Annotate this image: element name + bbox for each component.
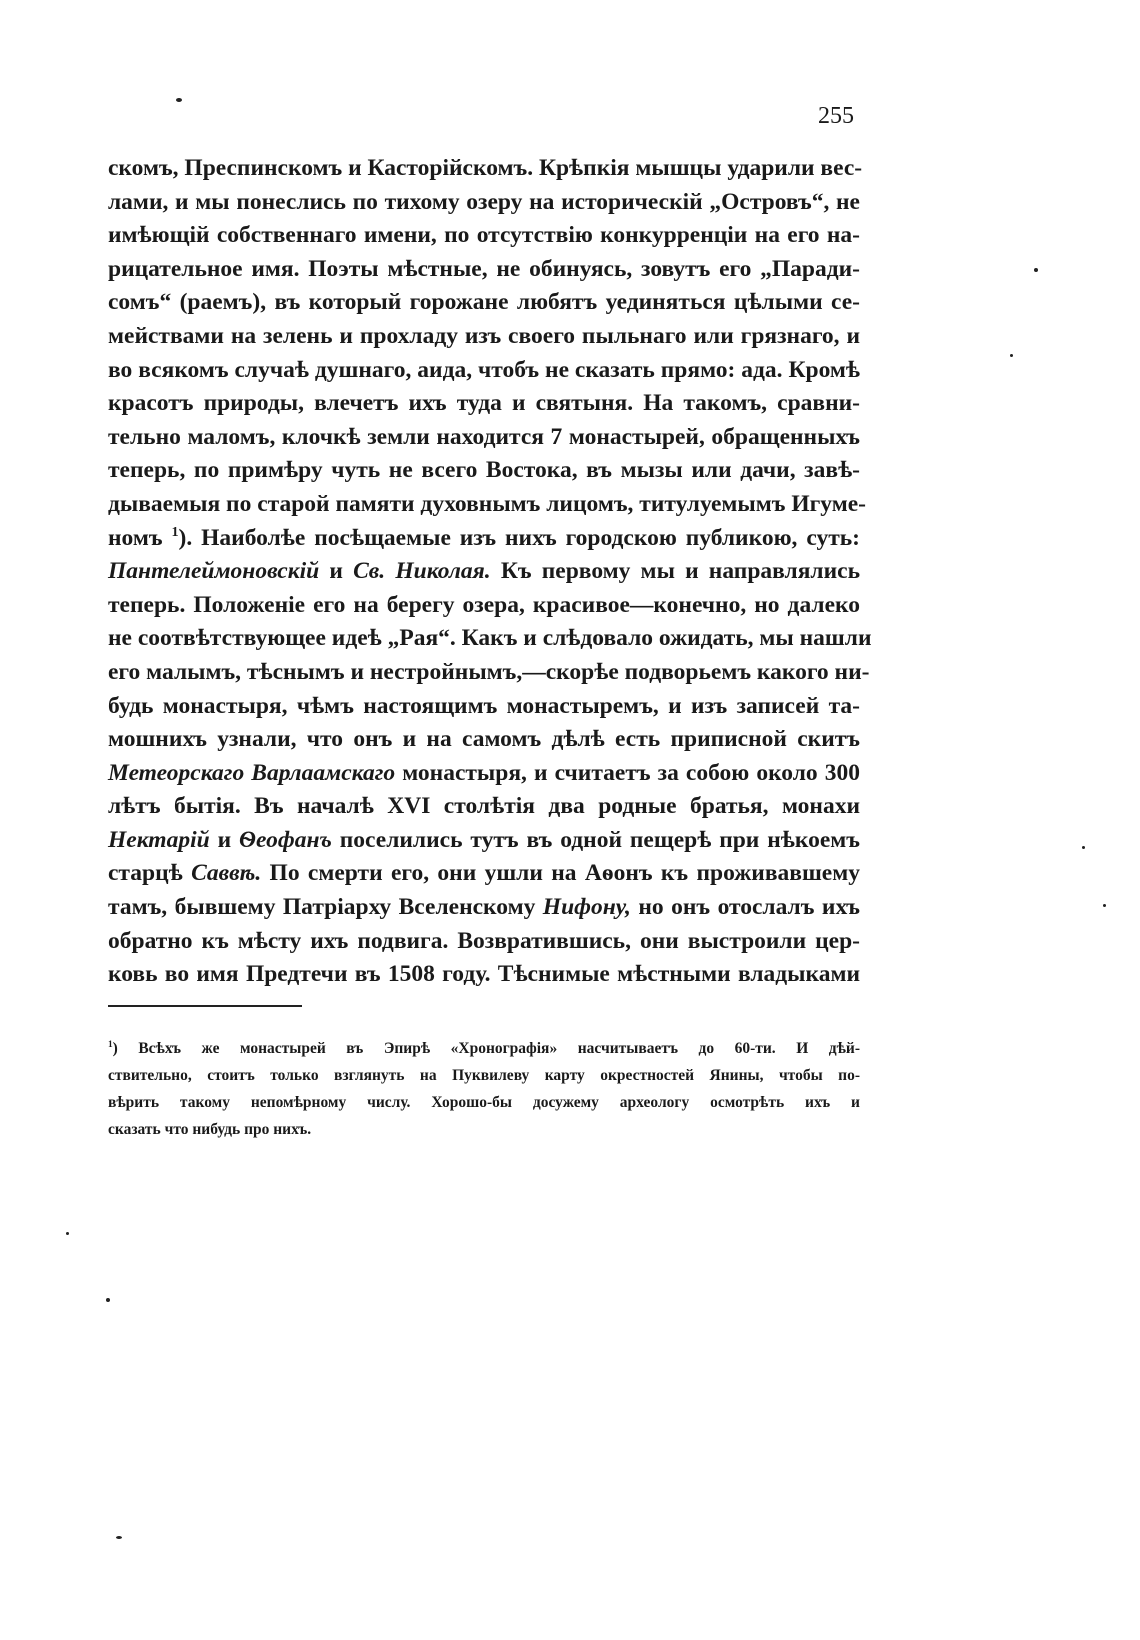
text-line: скомъ, Преспинскомъ и Касторійскомъ. Крѣпкія мышцы ударили вес-: [108, 155, 863, 181]
scan-speck: [1010, 354, 1013, 357]
italic-name: Св. Николая.: [353, 558, 491, 585]
text-line: [108, 824, 860, 858]
text-segment: Къ первому мы и направлялись: [490, 558, 860, 585]
text-line: ковь во имя Предтечи въ 1508 году. Тѣснимые мѣстными владыками: [108, 961, 860, 988]
scan-speck: [106, 1298, 110, 1302]
text-segment: старцѣ: [108, 860, 192, 887]
scan-speck: [116, 1536, 122, 1539]
text-line: мошнихъ узнали, что онъ и на самомъ дѣлѣ есть приписной скитъ: [108, 726, 860, 753]
scan-speck: [176, 98, 182, 102]
text-line: сомъ“ (раемъ), въ который горожане любятъ уединяться цѣлыми се-: [108, 289, 860, 316]
italic-name: Пантелеймоновскій: [108, 558, 320, 585]
italic-name: Нифону,: [542, 894, 631, 921]
text-line: лами, и мы понеслись по тихому озеру на историческій „Островъ“, не: [108, 188, 860, 215]
text-segment: номъ: [108, 524, 172, 551]
text-segment: и: [319, 558, 354, 585]
text-line: рицательное имя. Поэты мѣстные, не обинуясь, зовутъ его „Паради-: [108, 255, 860, 282]
text-segment: ). Наиболѣе посѣщаемые изъ нихъ городскою публикою, суть:: [178, 524, 860, 551]
scan-speck: [66, 1232, 69, 1235]
scan-speck: [1082, 846, 1085, 849]
footnote-line: [108, 1035, 860, 1062]
footnote-marker: 1: [108, 1039, 113, 1050]
text-segment: ) Всѣхъ же монастырей въ Эпирѣ «Хронографія» насчитываетъ до 60-ти. И дѣй-: [112, 1040, 860, 1057]
text-line: мействами на зелень и прохладу изъ своего пыльнаго или грязнаго, и: [108, 322, 860, 349]
text-line: [108, 555, 860, 589]
text-segment: и: [209, 826, 240, 853]
footnote-line: сказать что нибудь про нихъ.: [108, 1121, 312, 1138]
text-line: теперь. Положеніе его на берегу озера, красивое—конечно, но далеко: [108, 591, 860, 618]
scan-speck: [1034, 268, 1038, 272]
footnotes: [108, 1035, 860, 1143]
text-segment: поселились тутъ въ одной пещерѣ при нѣкоемъ: [331, 826, 860, 853]
text-line: тельно маломъ, клочкѣ земли находится 7 монастырей, обращенныхъ: [108, 423, 860, 450]
text-segment: тамъ, бывшему Патріарху Вселенскому: [108, 894, 543, 921]
scan-speck: [1103, 904, 1106, 907]
text-line: [108, 522, 860, 556]
footnote-line: ствительно, стоитъ только взглянуть на Пуквилеву карту окрестностей Янины, чтобы по-: [108, 1067, 860, 1084]
text-line: [108, 857, 860, 891]
footnote-line: вѣрить такому непомѣрному числу. Хорошо-бы досужему археологу осмотрѣть ихъ и: [108, 1094, 860, 1111]
text-line: во всякомъ случаѣ душнаго, аида, чтобъ не сказать прямо: ада. Кромѣ: [108, 356, 860, 383]
italic-name: Ѳеофанъ: [239, 826, 332, 853]
text-line: обратно къ мѣсту ихъ подвига. Возвратившись, они выстроили цер-: [108, 927, 860, 954]
italic-name: Нектарій: [108, 826, 210, 853]
text-line: теперь, по примѣру чуть не всего Востока, въ мызы или дачи, завѣ-: [108, 457, 860, 484]
text-line: дываемыя по старой памяти духовнымъ лицомъ, титулуемымъ Игуме-: [108, 490, 866, 517]
footnote-ref[interactable]: 1: [171, 523, 179, 540]
text-line: будь монастыря, чѣмъ настоящимъ монастыремъ, и изъ записей та-: [108, 692, 860, 719]
text-segment: но онъ отослалъ ихъ: [630, 894, 860, 921]
text-line: лѣтъ бытія. Въ началѣ XVI столѣтія два родные братья, монахи: [108, 793, 860, 820]
text-line: не соотвѣтствующее идеѣ „Рая“. Какъ и слѣдовало ожидать, мы нашли: [108, 625, 872, 652]
footnote-divider: [108, 1005, 302, 1007]
text-segment: По смерти его, они ушли на Аѳонъ къ проживавшему: [261, 860, 860, 887]
text-line: его малымъ, тѣснымъ и нестройнымъ,—скорѣе подворьемъ какого ни-: [108, 658, 870, 685]
italic-name: Метеорскаго Варлаамскаго: [108, 759, 396, 786]
text-line: [108, 757, 860, 791]
text-segment: монастыря, и считаетъ за собою около 300: [395, 759, 860, 786]
text-line: [108, 891, 860, 925]
text-line: красотъ природы, влечетъ ихъ туда и святыня. На такомъ, сравни-: [108, 390, 860, 417]
page-number: 255: [818, 103, 854, 129]
italic-name: Саввѣ.: [191, 860, 262, 887]
text-line: имѣющій собственнаго имени, по отсутствію конкурренціи на его на-: [108, 222, 860, 249]
body-text: [108, 152, 872, 992]
